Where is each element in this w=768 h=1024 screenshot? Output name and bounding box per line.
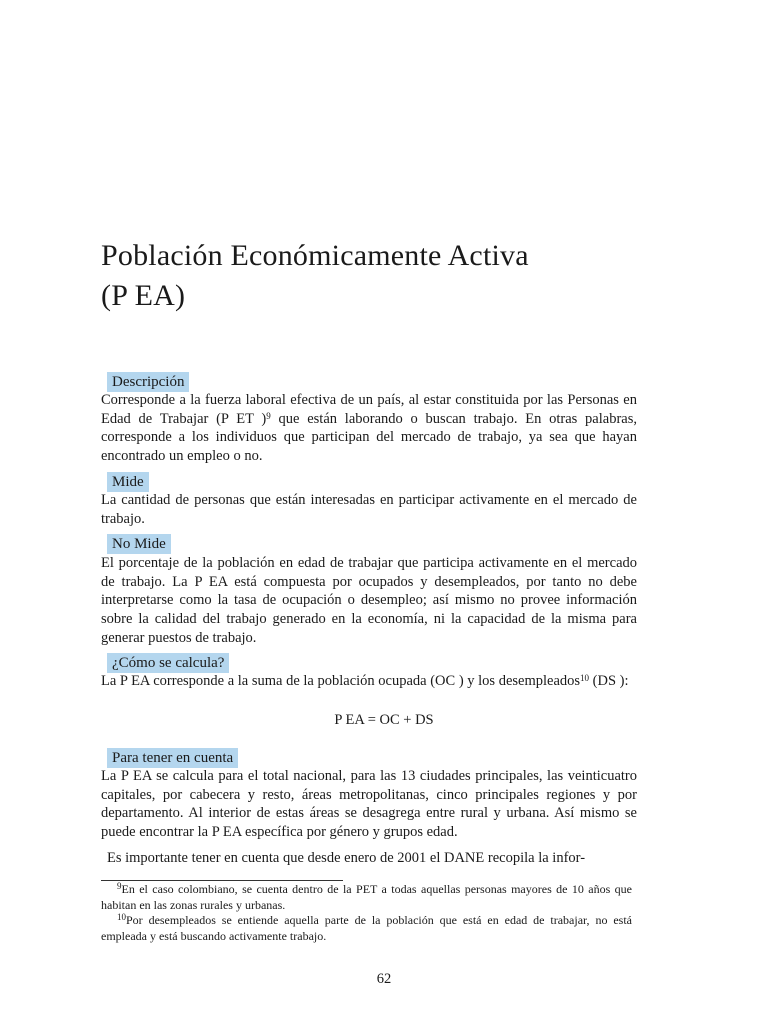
no-mide-paragraph: El porcentaje de la población en edad de trabajar que participa activamente en el mercado de trabajo. La P EA está compuesta por ocupados y desempleados, por tanto no debe interpretarse como la tasa de ocupación o desempleo; así mismo no provee información sobre la calidad del trabajo generado en la economía, ni la capacidad de la misma para generar puestos de trabajo. [101,555,637,646]
page-number: 62 [376,971,392,987]
footnote-rule [101,880,343,881]
title-line-2: (P EA) [101,279,186,312]
section-label-descripcion: Descripción [107,372,189,392]
pea-formula: P EA = OC + DS [334,712,434,728]
section-label-como-calcula: ¿Cómo se calcula? [107,653,229,673]
footnote-10-text: Por desempleados se entiende aquella parte de la población que está en edad de trabajar, no está empleada y está buscando activamente trabajo. [101,913,632,943]
section-label-no-mide: No Mide [107,534,171,554]
descripcion-paragraph [101,391,637,466]
descripcion-text: Corresponde a la fuerza laboral efectiva de un país, al estar constituida por las Personas en Edad de Trabajar (P ET ) [101,392,637,427]
footnote-number-9: 9 [117,881,122,891]
footnote-9-text: En el caso colombiano, se cuenta dentro de la PET a todas aquellas personas mayores de 10 años que habitan en las zonas rurales y urbanas. [101,882,632,912]
footnote-ref-10: 10 [580,673,590,683]
title-line-1: Población Económicamente Activa [101,239,529,272]
section-label-mide: Mide [107,472,149,492]
footnote-9 [101,882,632,913]
como-calcula-text: La P EA corresponde a la suma de la población ocupada (OC ) y los desempleados [101,673,581,689]
como-calcula-paragraph [101,672,637,691]
footnote-number-10: 10 [117,912,126,922]
para-tener-paragraph: La P EA se calcula para el total nacional, para las 13 ciudades principales, las veinticuatro capitales, por cabecera y resto, áreas metropolitanas, cinco principales regiones y por departamento. Al interior de estas áreas se desagrega entre rural y urbana. Así mismo se puede encontrar la P EA específica por género y grupos edad. [101,768,637,841]
section-label-para-tener: Para tener en cuenta [107,748,238,768]
como-calcula-text-cont: (DS ): [589,673,629,689]
footnote-ref-9: 9 [266,410,271,421]
page-title [101,236,661,316]
mide-paragraph: La cantidad de personas que están interesadas en participar activamente en el mercado de trabajo. [101,492,637,527]
footnote-10 [101,913,632,944]
para-tener-paragraph-2: Es importante tener en cuenta que desde enero de 2001 el DANE recopila la infor- [107,850,586,866]
descripcion-text-cont: que están laborando o buscan trabajo. En otras palabras, corresponde a los individuos que participan del mercado de trabajo, ya sea que hayan encontrado un empleo o no. [101,410,637,465]
